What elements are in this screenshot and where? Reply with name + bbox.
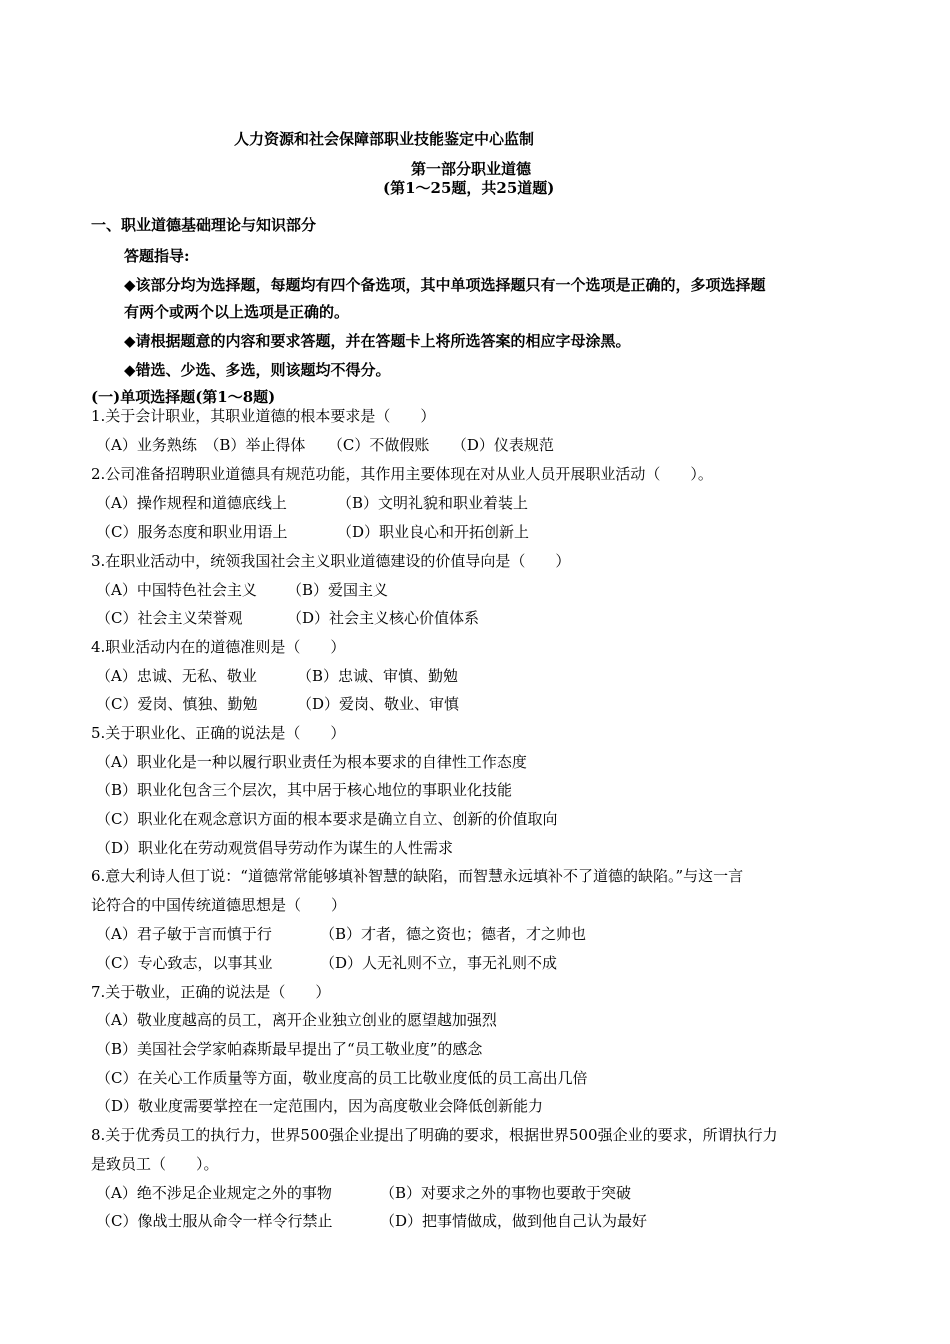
question-6-option-c: （C）专心致志，以事其业 (96, 954, 273, 972)
question-6-stem: 6.意大利诗人但丁说：“道德常常能够填补智慧的缺陷，而智慧永远填补不了道德的缺陷。”与这一言 (91, 867, 744, 885)
guide-item-1-cont: 有两个或两个以上选项是正确的。 (124, 303, 350, 321)
question-6-option-b: （B）才者，德之资也；德者，才之帅也 (320, 925, 587, 943)
question-1-options: （A）业务熟练 （B）举止得体 （C）不做假账 （D）仪表规范 (96, 436, 554, 454)
question-3-option-a: （A）中国特色社会主义 (96, 581, 257, 599)
guide-item-2: ◆请根据题意的内容和要求答题，并在答题卡上将所选答案的相应字母涂黑。 (124, 332, 631, 350)
question-2-option-b: （B）文明礼貌和职业着装上 (337, 494, 529, 512)
question-2-stem: 2.公司准备招聘职业道德具有规范功能，其作用主要体现在对从业人员开展职业活动（ ）。 (91, 465, 713, 483)
subsection-title: (一)单项选择题(第1～8题) (91, 388, 276, 406)
header-authority: 人力资源和社会保障部职业技能鉴定中心监制 (234, 130, 535, 148)
section-title: 一、职业道德基础理论与知识部分 (91, 216, 317, 234)
question-5-option-b: （B）职业化包含三个层次，其中居于核心地位的事职业化技能 (96, 781, 513, 799)
question-8-stem-cont: 是致员工（ ）。 (91, 1155, 219, 1173)
question-3-stem: 3.在职业活动中，统领我国社会主义职业道德建设的价值导向是（ ） (91, 552, 571, 570)
question-7-option-c: （C）在关心工作质量等方面，敬业度高的员工比敬业度低的员工高出几倍 (96, 1069, 588, 1087)
question-2-option-c: （C）服务态度和职业用语上 (96, 523, 288, 541)
question-4-stem: 4.职业活动内在的道德准则是（ ） (91, 638, 346, 656)
question-8-option-a: （A）绝不涉足企业规定之外的事物 (96, 1184, 332, 1202)
question-4-option-a: （A）忠诚、无私、敬业 (96, 667, 257, 685)
question-4-option-b: （B）忠诚、审慎、勤勉 (297, 667, 459, 685)
question-5-option-d: （D）职业化在劳动观赏倡导劳动作为谋生的人性需求 (96, 839, 454, 857)
question-4-option-c: （C）爱岗、慎独、勤勉 (96, 695, 258, 713)
question-5-stem: 5.关于职业化、正确的说法是（ ） (91, 724, 346, 742)
question-3-option-b: （B）爱国主义 (287, 581, 389, 599)
guide-item-3: ◆错选、少选、多选，则该题均不得分。 (124, 361, 391, 379)
question-2-option-d: （D）职业良心和开拓创新上 (337, 523, 530, 541)
question-5-option-c: （C）职业化在观念意识方面的根本要求是确立自立、创新的价值取向 (96, 810, 558, 828)
question-7-stem: 7.关于敬业，正确的说法是（ ） (91, 983, 331, 1001)
question-7-option-d: （D）敬业度需要掌控在一定范围内，因为高度敬业会降低创新能力 (96, 1097, 544, 1115)
part-title: 第一部分职业道德 (411, 160, 532, 178)
question-8-option-d: （D）把事情做成，做到他自己认为最好 (380, 1212, 648, 1230)
question-4-option-d: （D）爱岗、敬业、审慎 (297, 695, 460, 713)
part-range: (第1～25题，共25道题) (383, 179, 555, 197)
guide-item-1: ◆该部分均为选择题，每题均有四个备选项，其中单项选择题只有一个选项是正确的，多项选择题 (124, 276, 766, 294)
question-3-option-c: （C）社会主义荣誉观 (96, 609, 243, 627)
question-1-stem: 1.关于会计职业，其职业道德的根本要求是（ ） (91, 407, 436, 425)
question-7-option-a: （A）敬业度越高的员工，离开企业独立创业的愿望越加强烈 (96, 1011, 497, 1029)
question-8-option-b: （B）对要求之外的事物也要敢于突破 (380, 1184, 632, 1202)
question-7-option-b: （B）美国社会学家帕森斯最早提出了“员工敬业度”的感念 (96, 1040, 483, 1058)
question-6-stem-cont: 论符合的中国传统道德思想是（ ） (91, 896, 347, 914)
question-8-stem: 8.关于优秀员工的执行力，世界500强企业提出了明确的要求，根据世界500强企业的要求，所谓执行力 (91, 1126, 778, 1144)
guide-label: 答题指导: (124, 247, 190, 265)
question-6-option-a: （A）君子敏于言而慎于行 (96, 925, 272, 943)
question-5-option-a: （A）职业化是一种以履行职业责任为根本要求的自律性工作态度 (96, 753, 527, 771)
question-6-option-d: （D）人无礼则不立，事无礼则不成 (320, 954, 558, 972)
question-8-option-c: （C）像战士服从命令一样令行禁止 (96, 1212, 333, 1230)
question-2-option-a: （A）操作规程和道德底线上 (96, 494, 287, 512)
question-3-option-d: （D）社会主义核心价值体系 (287, 609, 480, 627)
